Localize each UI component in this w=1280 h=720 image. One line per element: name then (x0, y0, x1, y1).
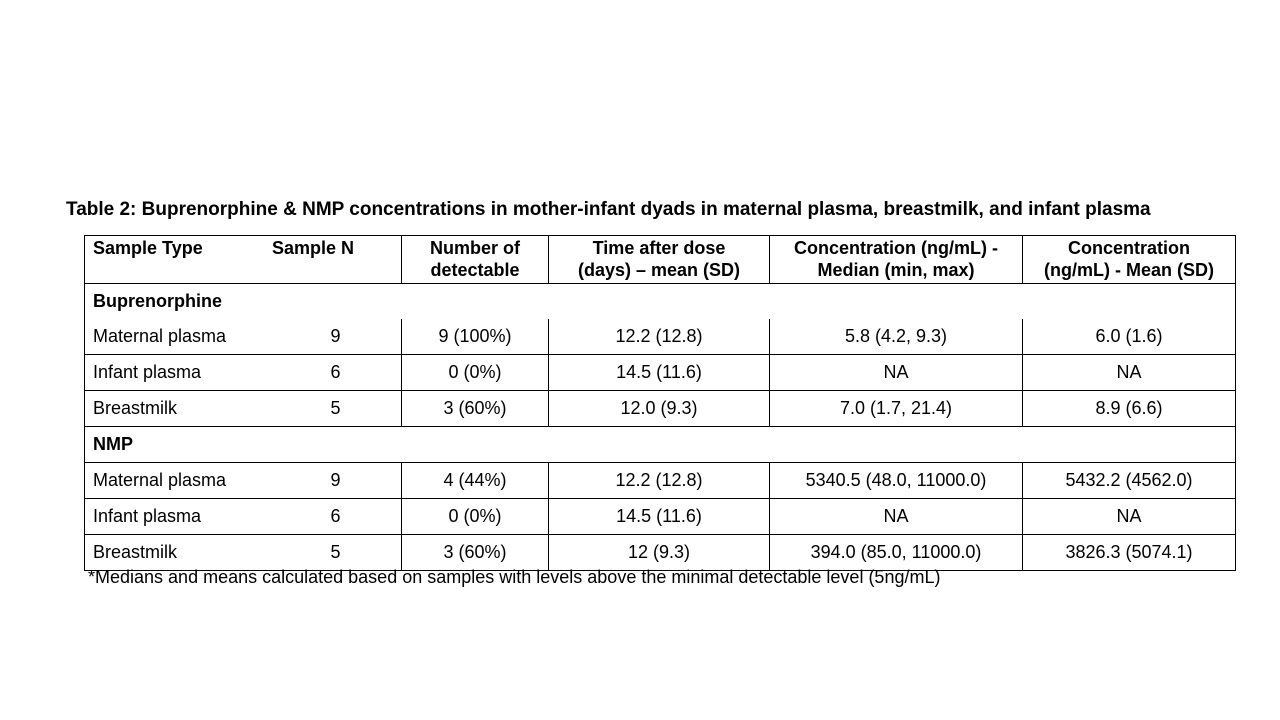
cell-sample-type: Breastmilk (85, 391, 271, 427)
cell-time-after-dose: 12.0 (9.3) (549, 391, 770, 427)
table-footnote: *Medians and means calculated based on samples with levels above the minimal detectable level (5ng/mL) (88, 567, 941, 587)
table-header-row (85, 236, 1236, 284)
table-row (85, 391, 1236, 427)
cell-concentration-mean: 6.0 (1.6) (1023, 319, 1236, 355)
table-row (85, 355, 1236, 391)
header-concentration-median: Concentration (ng/mL) - Median (min, max) (770, 236, 1023, 284)
cell-time-after-dose: 14.5 (11.6) (549, 499, 770, 535)
section-label: NMP (85, 427, 1236, 463)
cell-sample-n: 5 (270, 391, 402, 427)
cell-sample-type: Infant plasma (85, 499, 271, 535)
section-label: Buprenorphine (93, 291, 222, 311)
concentration-table (84, 235, 1236, 571)
cell-concentration-mean: 8.9 (6.6) (1023, 391, 1236, 427)
table-title: Table 2: Buprenorphine & NMP concentrations in mother-infant dyads in maternal plasma, breastmilk, and infant plasma (66, 199, 1151, 220)
table-row (85, 499, 1236, 535)
cell-sample-type: Maternal plasma (85, 463, 271, 499)
cell-sample-type: Maternal plasma (85, 319, 271, 355)
table-row (85, 463, 1236, 499)
header-sample-n: Sample N (270, 236, 402, 284)
cell-time-after-dose: 12 (9.3) (549, 535, 770, 571)
cell-detectable: 3 (60%) (402, 535, 549, 571)
header-sample-type: Sample Type (85, 236, 271, 284)
cell-time-after-dose: 14.5 (11.6) (549, 355, 770, 391)
header-time-after-dose: Time after dose (days) – mean (SD) (549, 236, 770, 284)
section-row-buprenorphine (85, 284, 1236, 320)
cell-concentration-median: 5340.5 (48.0, 11000.0) (770, 463, 1023, 499)
cell-sample-n: 5 (270, 535, 402, 571)
cell-concentration-median: NA (770, 499, 1023, 535)
cell-sample-n: 6 (270, 355, 402, 391)
cell-sample-n: 6 (270, 499, 402, 535)
cell-detectable: 3 (60%) (402, 391, 549, 427)
cell-concentration-mean: 5432.2 (4562.0) (1023, 463, 1236, 499)
cell-sample-n: 9 (270, 463, 402, 499)
cell-concentration-mean: NA (1023, 499, 1236, 535)
cell-concentration-median: 394.0 (85.0, 11000.0) (770, 535, 1023, 571)
cell-sample-type: Infant plasma (85, 355, 271, 391)
cell-sample-type: Breastmilk (85, 535, 271, 571)
cell-time-after-dose: 12.2 (12.8) (549, 319, 770, 355)
cell-concentration-median: NA (770, 355, 1023, 391)
cell-detectable: 0 (0%) (402, 499, 549, 535)
section-row-nmp (85, 427, 1236, 463)
cell-concentration-mean: 3826.3 (5074.1) (1023, 535, 1236, 571)
header-concentration-mean: Concentration (ng/mL) - Mean (SD) (1023, 236, 1236, 284)
header-number-detectable: Number of detectable (402, 236, 549, 284)
cell-time-after-dose: 12.2 (12.8) (549, 463, 770, 499)
cell-detectable: 4 (44%) (402, 463, 549, 499)
cell-detectable: 0 (0%) (402, 355, 549, 391)
cell-concentration-median: 7.0 (1.7, 21.4) (770, 391, 1023, 427)
cell-detectable: 9 (100%) (402, 319, 549, 355)
table-row (85, 319, 1236, 355)
cell-sample-n: 9 (270, 319, 402, 355)
cell-concentration-mean: NA (1023, 355, 1236, 391)
cell-concentration-median: 5.8 (4.2, 9.3) (770, 319, 1023, 355)
